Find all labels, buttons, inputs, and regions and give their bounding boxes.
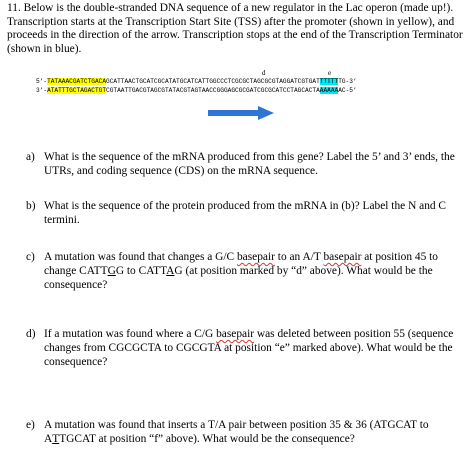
question-e-part: A mutation was found that inserts a T/A pair between position 35 & 36 (ATGCAT to A — [44, 419, 429, 445]
question-intro: 11. Below is the double-stranded DNA sequence of a new regulator in the Lac operon (made up!). Transcription starts at the Transcription Start Site (TSS) after the promoter (shown in yellow), and proceeds in the direction of the arrow. Transcription stops at the end of the Transcription Terminator (shown in blue). — [7, 2, 463, 55]
bottom-3prime-label: 3’- — [36, 87, 48, 94]
position-label-e: e — [328, 69, 332, 77]
question-c-part: to an A/T — [274, 251, 324, 263]
spellcheck-word: basepair — [236, 251, 275, 263]
question-a-text: What is the sequence of the mRNA produced from this gene? Label the 5’ and 3’ ends, the UTRs, and coding sequence (CDS) on the mRNA sequence. — [44, 151, 455, 177]
position-label-d: d — [262, 69, 266, 77]
bottom-terminator: AAAAA — [319, 87, 339, 94]
underlined-base: A — [166, 265, 175, 277]
top-promoter: TATAAACGATCTGACA — [47, 78, 107, 85]
question-d-part: If a mutation was found where a C/G — [44, 328, 217, 340]
bottom-promoter: ATATTTGCTAGACTGT — [47, 87, 107, 94]
question-b-text: What is the sequence of the protein produced from the mRNA in (b)? Label the N and C termini. — [44, 200, 447, 226]
dna-top-strand — [36, 78, 357, 86]
dna-bottom-strand — [36, 87, 357, 95]
question-c-part: A mutation was found that changes a G/C — [44, 251, 237, 263]
underlined-base: G — [107, 265, 116, 277]
question-d-text — [44, 327, 468, 369]
spellcheck-word: basepair — [323, 251, 362, 263]
underlined-base: T — [52, 433, 60, 445]
question-c-part: G (at position marked by “d” above). What would be the consequence? — [44, 265, 433, 291]
question-c-text — [44, 250, 468, 292]
question-e-label: e) — [26, 419, 35, 431]
question-a-label: a) — [26, 151, 35, 163]
question-c-part: G to CATT — [115, 265, 167, 277]
question-b-label: b) — [26, 200, 36, 212]
spellcheck-word: basepair — [216, 328, 255, 340]
bottom-transcribed-region: CGTAATTGACGTAGCGTATACGTAGTAACCGGGAGCGCGATCGCGCATCCTAGCACTA — [106, 87, 320, 94]
top-3prime-label: TG-3’ — [338, 78, 357, 85]
bottom-5prime-label: AC-5’ — [338, 87, 357, 94]
top-transcribed-region: GCATTAACTGCATCGCATATGCATCATTGGCCCTCGCGCTAGCGCGTAGGATCGTGAT — [106, 78, 320, 85]
question-d-part: was deleted between position 55 (sequence changes from CGCGCTA to CGCGTA at position “e” marked above). What would be the consequence? — [44, 328, 454, 368]
question-e-text — [44, 418, 468, 446]
transcription-direction-arrow-icon — [208, 106, 274, 120]
question-c-part: at position 45 to change CATT — [44, 251, 438, 277]
question-d-label: d) — [26, 328, 36, 340]
question-e-part: TGCAT at position “f” above). What would be the consequence? — [59, 433, 355, 445]
question-c-label: c) — [26, 251, 35, 263]
top-terminator: TTTTT — [319, 78, 339, 85]
top-5prime-label: 5’- — [36, 78, 48, 85]
